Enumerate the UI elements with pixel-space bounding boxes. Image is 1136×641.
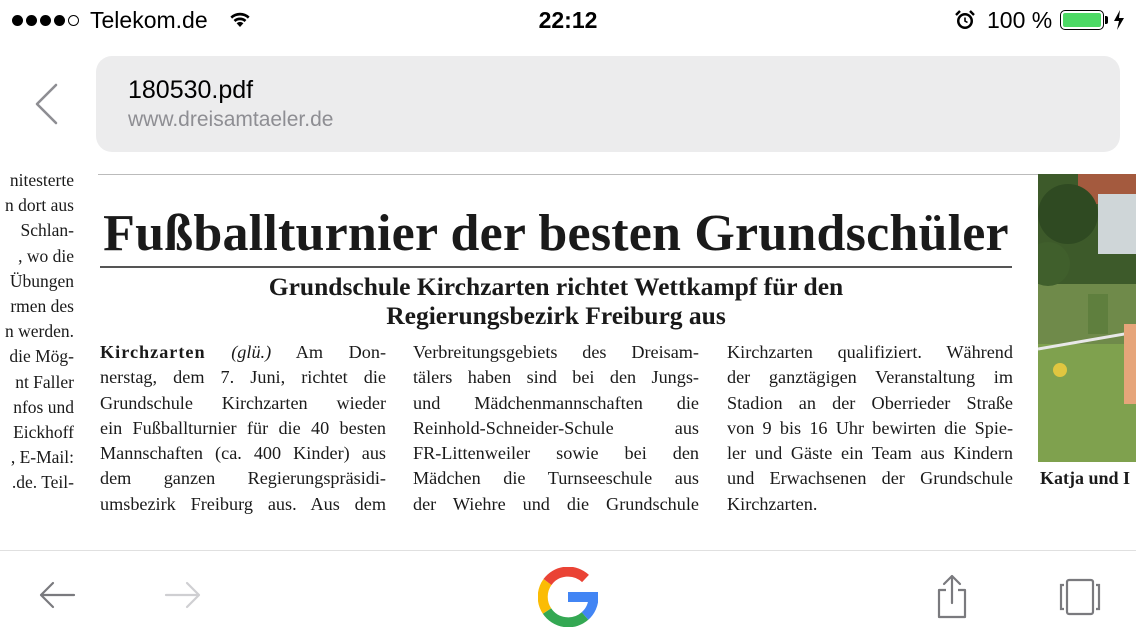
- text-line: umsbezirk Freiburg aus. Aus dem: [100, 493, 386, 514]
- text-line: die Mög-: [9, 346, 74, 367]
- battery-level-fill: [1063, 13, 1101, 27]
- battery-icon: [1060, 10, 1104, 30]
- forward-arrow-icon[interactable]: [164, 581, 202, 609]
- bottom-toolbar: [0, 550, 1136, 641]
- text-line: der ganztägigen Veranstaltung im: [727, 367, 1013, 388]
- headline-rule: [100, 266, 1012, 268]
- status-bar: [0, 0, 1136, 42]
- text-line: Reinhold-Schneider-Schule aus: [413, 417, 699, 438]
- article-column-1: [100, 340, 386, 517]
- text-line: Schlan-: [20, 220, 74, 241]
- text-line: FR-Littenweiler sowie bei den: [413, 443, 699, 464]
- left-article-fragment: [0, 174, 74, 495]
- article-column-2: [413, 340, 699, 517]
- text-line: rmen des: [10, 295, 74, 316]
- subheadline-line: Grundschule Kirchzarten richtet Wettkampf für den: [268, 272, 844, 301]
- carrier-name: Telekom.de: [90, 7, 208, 33]
- text-line: dem ganzen Regierungspräsidi-: [100, 468, 386, 489]
- text-line: nitesterte: [9, 174, 74, 190]
- text-line: von 9 bis 16 Uhr bewirten die Spie-: [727, 417, 1013, 438]
- text-line: ler und Gäste ein Team aus Kindern: [727, 443, 1013, 464]
- text-line: Mannschaften (ca. 400 Kinder) aus: [100, 443, 386, 464]
- text-line: der Wiehre und die Grundschule: [413, 493, 699, 514]
- charging-bolt-icon: [1113, 10, 1125, 30]
- text-line: Übungen: [9, 270, 74, 291]
- subheadline-line: Regierungsbezirk Freiburg aus: [386, 301, 726, 330]
- back-arrow-icon[interactable]: [38, 581, 76, 609]
- text-line: ein Fußballturnier für die 40 besten: [100, 417, 386, 438]
- text-line: Mädchen die Turnseeschule aus: [413, 468, 699, 489]
- article-subheadline: [100, 272, 1012, 330]
- clock-time: 22:12: [538, 7, 598, 33]
- text-line: und Erwachsenen der Grundschule: [727, 468, 1013, 489]
- text-line: Eickhoff: [13, 421, 74, 442]
- text-line: .de. Teil-: [11, 472, 74, 493]
- text-line: Grundschule Kirchzarten wieder: [100, 392, 386, 413]
- google-logo[interactable]: [538, 567, 598, 627]
- pdf-viewer[interactable]: [0, 174, 1136, 550]
- text-line: und Mädchenmannschaften die: [413, 392, 699, 413]
- share-icon[interactable]: [934, 573, 970, 619]
- text-line: nt Faller: [15, 371, 74, 392]
- text-line: nerstag, dem 7. Juni, richtet die: [100, 367, 386, 388]
- address-bar[interactable]: [96, 56, 1120, 152]
- text-line: nfos und: [13, 396, 74, 417]
- url-domain: www.dreisamtaeler.de: [128, 108, 334, 131]
- document-title: 180530.pdf: [128, 76, 254, 104]
- text-line: n dort aus: [4, 195, 74, 216]
- back-chevron-icon[interactable]: [30, 82, 62, 126]
- article-column-3: [727, 340, 1013, 517]
- page-edge-line: [98, 174, 1136, 175]
- text-line: , wo die: [18, 245, 74, 266]
- battery-terminal: [1105, 16, 1108, 24]
- author-initials: (glü.): [231, 342, 272, 362]
- alarm-icon: [954, 9, 976, 31]
- text-line: Kirchzarten.: [727, 493, 818, 514]
- text-line: n werden.: [4, 321, 74, 342]
- text-line: tälers haben sind bei den Jungs-: [413, 367, 699, 388]
- text-line: , E-Mail:: [10, 447, 74, 468]
- text-line: Verbreitungsgebiets des Dreisam-: [413, 342, 699, 362]
- battery-percentage: 100 %: [987, 7, 1053, 33]
- article-photo: [1038, 174, 1136, 462]
- text-line: Kirchzarten qualifiziert. Während: [727, 342, 1013, 362]
- text-fragment: Am Don-: [271, 342, 387, 362]
- text-line: [100, 340, 386, 365]
- dateline-place: Kirchzarten: [100, 342, 206, 362]
- text-line: Stadion an der Oberrieder Straße: [727, 392, 1013, 413]
- article-headline: Fußballturnier der besten Grundschüler: [103, 205, 1009, 262]
- photo-caption: Katja und I: [1040, 468, 1131, 488]
- tabs-icon[interactable]: [1058, 577, 1102, 617]
